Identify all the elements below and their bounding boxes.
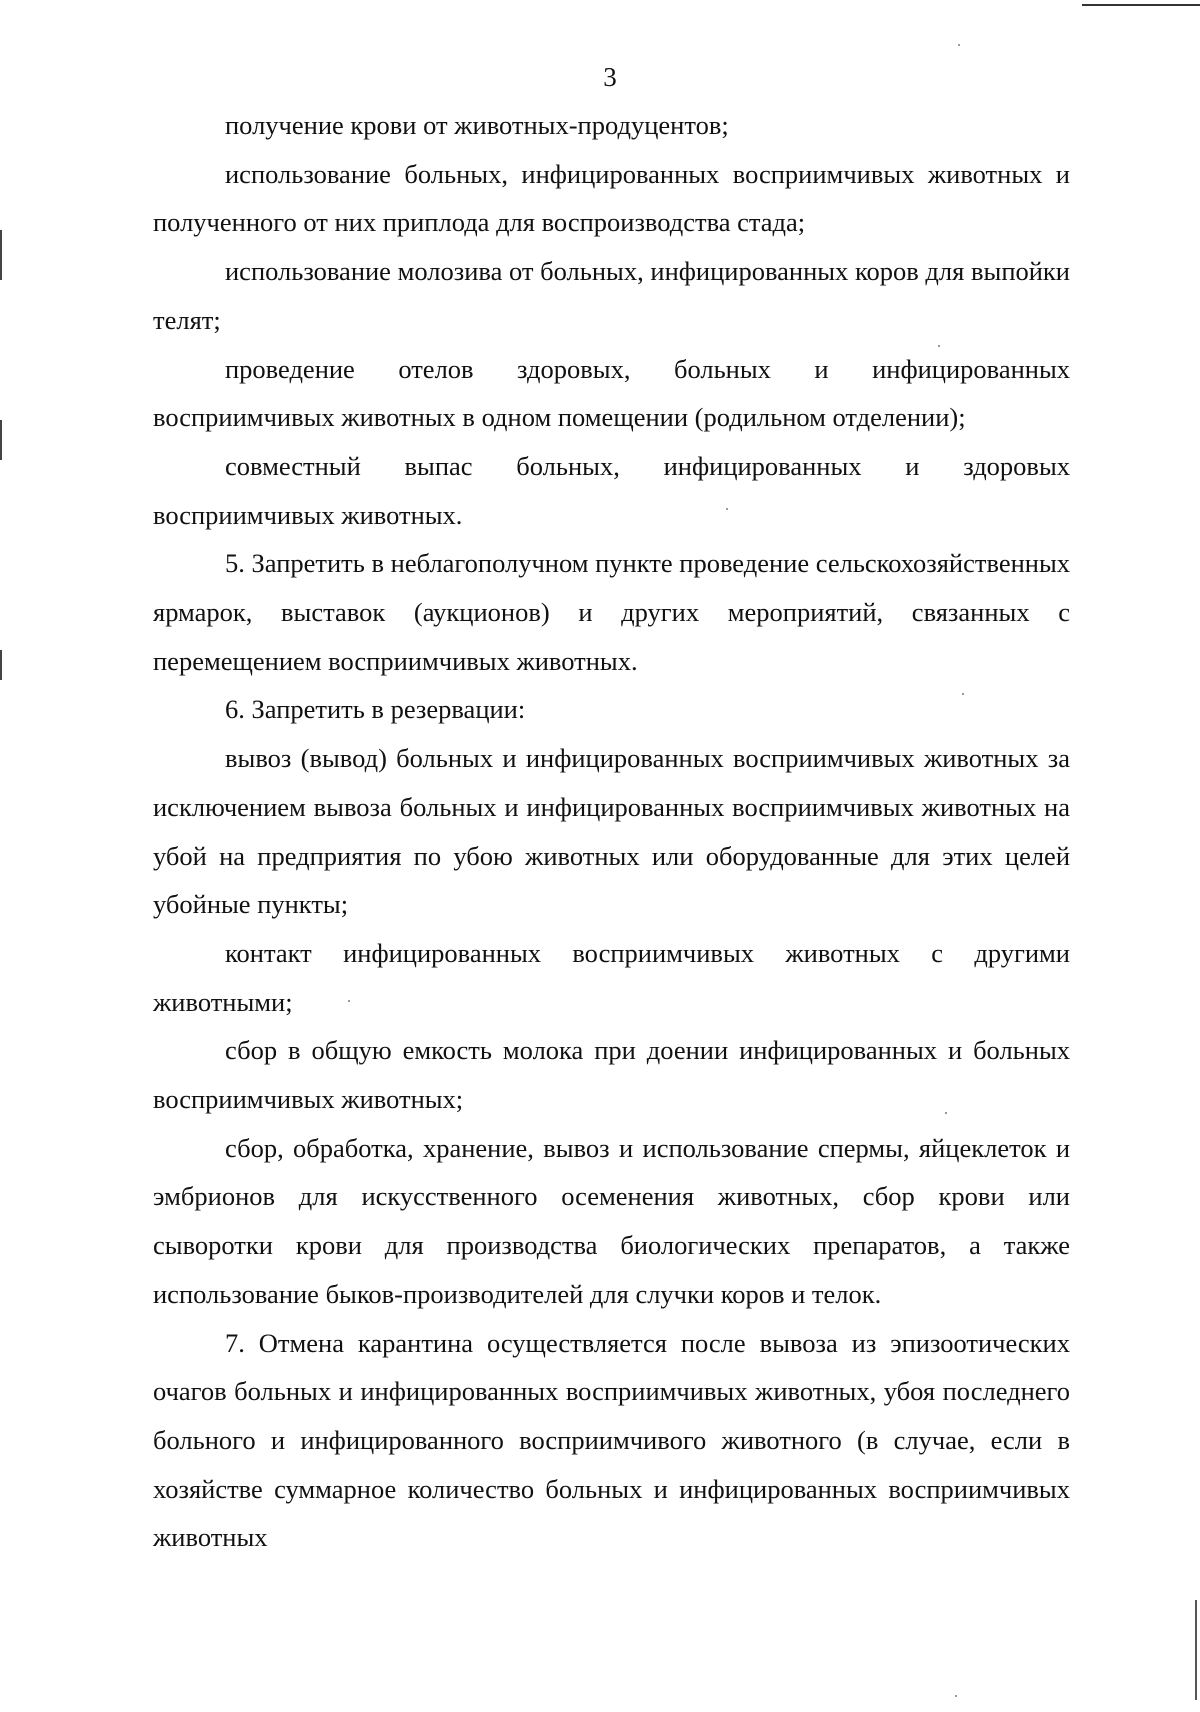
- paragraph: совместный выпас больных, инфицированных и здоровых восприимчивых животных.: [153, 450, 1070, 530]
- paragraph-item-5: 5. Запретить в неблагополучном пункте проведение сельскохозяйственных ярмарок, выставок (аукционов) и других мероприятий, связанных с перемещением восприимчивых животных.: [153, 548, 1070, 676]
- paragraph: получение крови от животных-продуцентов;: [225, 110, 729, 140]
- scan-edge-left: [0, 230, 2, 280]
- document-body: [153, 101, 1070, 1562]
- paragraph: проведение отелов здоровых, больных и инфицированных восприимчивых животных в одном помещении (родильном отделении);: [153, 353, 1070, 433]
- paragraph-item-6: 6. Запретить в резервации:: [225, 694, 526, 725]
- paragraph: использование молозива от больных, инфицированных коров для выпойки телят;: [153, 256, 1070, 335]
- paragraph: сбор, обработка, хранение, вывоз и использование спермы, яйцеклеток и эмбрионов для искусственного осеменения животных, сбор крови или сыворотки крови для производства биологических препаратов, а также использование быков-производителей для случки коров и телок.: [153, 1132, 1070, 1309]
- scan-speck: [955, 1695, 957, 1697]
- page-number: 3: [603, 62, 617, 92]
- paragraph: сбор в общую емкость молока при доении инфицированных и больных восприимчивых животных;: [153, 1035, 1070, 1115]
- paragraph-item-7: 7. Отмена карантина осуществляется после вывоза из эпизоотических очагов больных и инфицированных восприимчивых животных, убоя последнего больного и инфицированного восприимчивого животного (в случае, если в хозяйстве суммарное количество больных и инфицированных восприимчивых животных: [153, 1327, 1070, 1553]
- paragraph: использование больных, инфицированных восприимчивых животных и полученного от них приплода для воспроизводства стада;: [153, 158, 1070, 238]
- paragraph: вывоз (вывод) больных и инфицированных восприимчивых животных за исключением вывоза больных и инфицированных восприимчивых животных на убой на предприятия по убою животных или оборудованные для этих целей убойные пункты;: [153, 743, 1070, 920]
- scan-speck: [958, 44, 960, 46]
- scan-edge-left: [0, 420, 2, 460]
- paragraph: контакт инфицированных восприимчивых животных с другими животными;: [153, 937, 1070, 1017]
- scan-edge-top: [1082, 4, 1200, 6]
- scan-edge-left: [0, 650, 2, 680]
- scan-edge-right: [1195, 1600, 1197, 1700]
